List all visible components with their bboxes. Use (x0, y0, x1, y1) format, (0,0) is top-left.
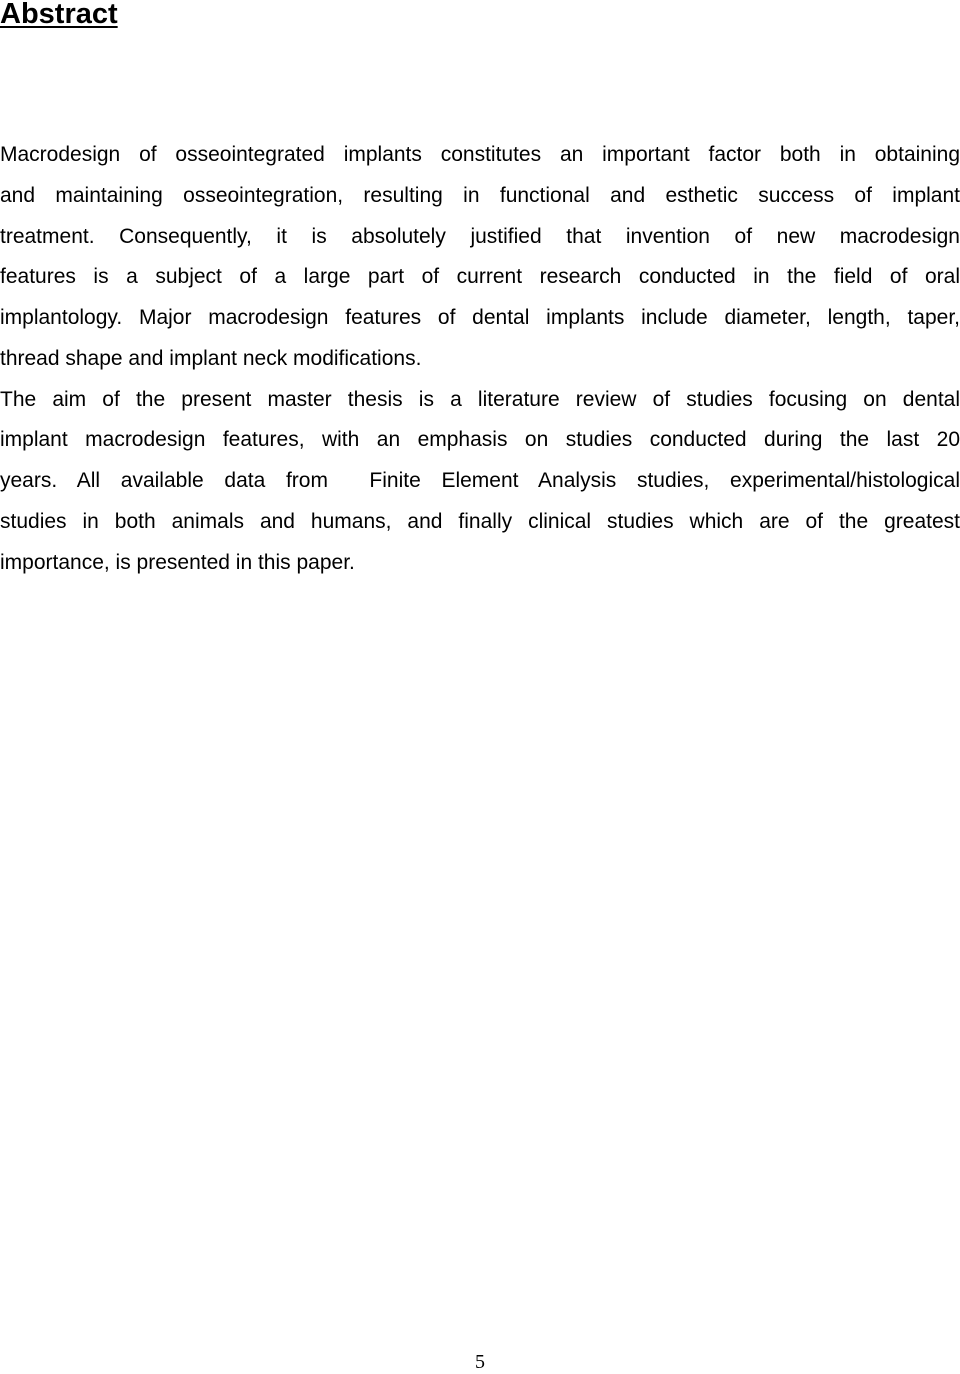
abstract-heading: Abstract (0, 0, 118, 30)
paragraph-line: The aim of the present master thesis is a literature review of studies focusing on dental (0, 387, 960, 411)
paragraph-line: years. All available data from Finite Element Analysis studies, experimental/histological (0, 469, 960, 493)
abstract-paragraph-1 (0, 135, 960, 380)
paragraph-line: studies in both animals and humans, and finally clinical studies which are of the greatest (0, 509, 960, 533)
paragraph-line: Macrodesign of osseointegrated implants constitutes an important factor both in obtaining (0, 143, 960, 166)
paragraph-line: implant macrodesign features, with an emphasis on studies conducted during the last 20 (0, 428, 960, 452)
paragraph-line: treatment. Consequently, it is absolutely justified that invention of new macrodesign (0, 224, 960, 248)
paragraph-line: features is a subject of a large part of current research conducted in the field of oral (0, 265, 960, 289)
paragraph-line: and maintaining osseointegration, resulting in functional and esthetic success of implant (0, 183, 960, 207)
paragraph-line: implantology. Major macrodesign features of dental implants include diameter, length, taper, (0, 306, 960, 330)
paragraph-line: thread shape and implant neck modifications. (0, 346, 422, 370)
abstract-paragraph-2 (0, 380, 960, 584)
paragraph-line: importance, is presented in this paper. (0, 550, 355, 574)
page-number: 5 (475, 1351, 485, 1373)
